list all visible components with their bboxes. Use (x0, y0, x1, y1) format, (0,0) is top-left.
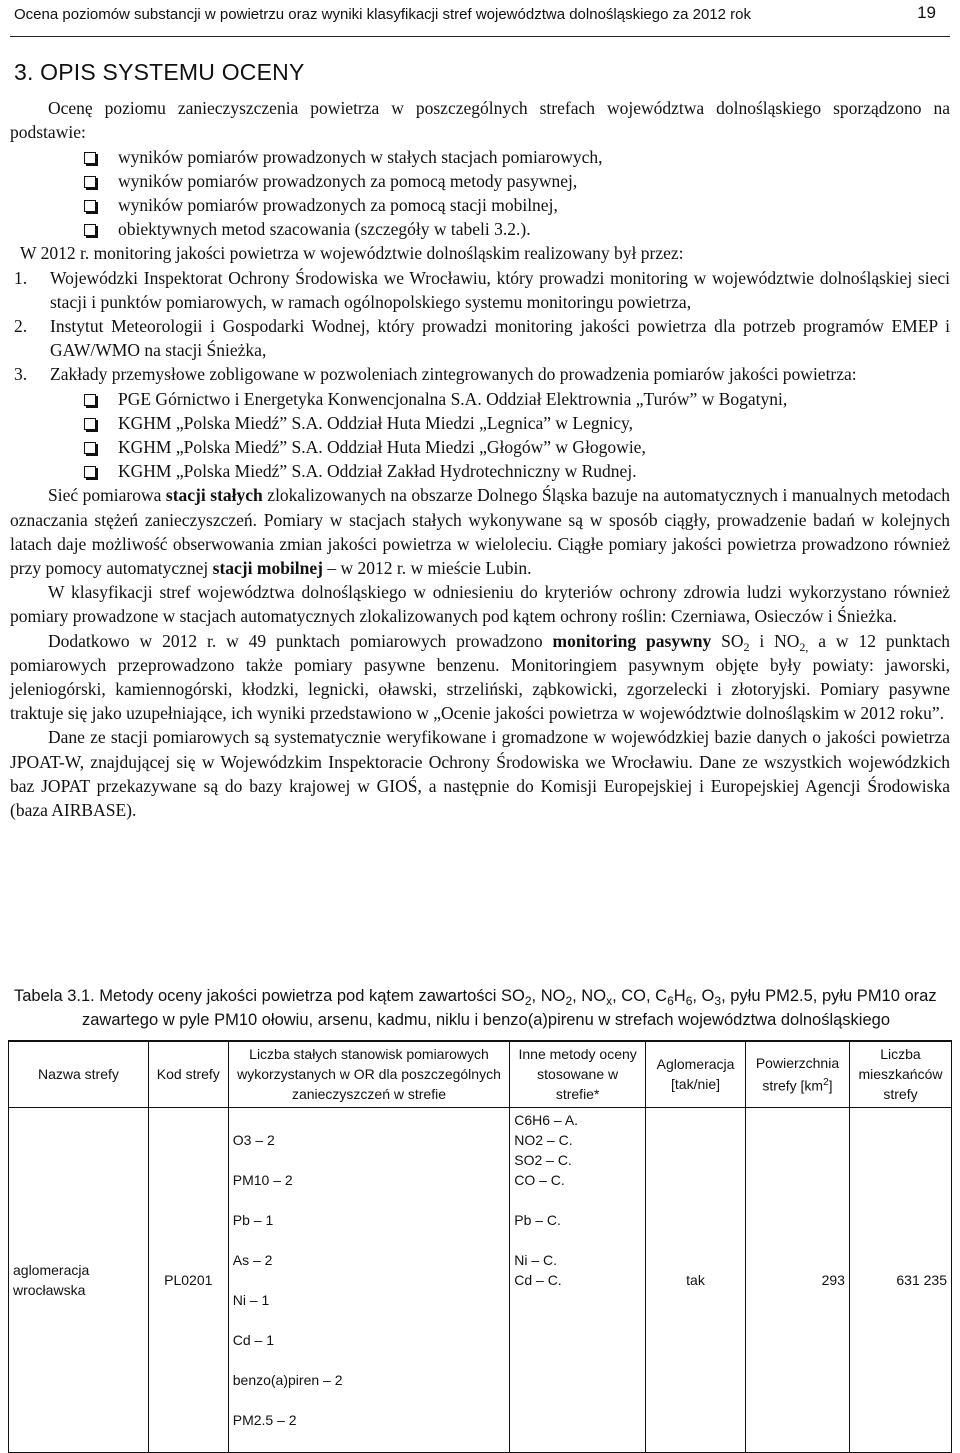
checkbox-bullet-icon (84, 224, 96, 236)
paragraph-classification: W klasyfikacji stref województwa dolnośląskiego w odniesieniu do kryteriów ochrony zdrowia ludzi wykorzystano również pomiary prowadzone w stacjach automatycznych zlokalizowanych pod kątem ochrony roślin: Czerniawa, Osieczów i Śnieżka. (10, 582, 950, 627)
monitoring-list (10, 266, 950, 387)
document-body (10, 60, 950, 822)
checkbox-bullet-icon (84, 152, 96, 164)
table-row (9, 1107, 952, 1452)
list-item: PGE Górnictwo i Energetyka Konwencjonalna S.A. Oddział Elektrownia „Turów” w Bogatyni, (10, 387, 950, 411)
checkbox-bullet-icon (84, 442, 96, 454)
header-title: Ocena poziomów substancji w powietrzu oraz wyniki klasyfikacji stref województwa dolnośląskiego za 2012 rok (14, 6, 751, 23)
col-header-population: Liczba mieszkańców strefy (849, 1041, 951, 1107)
checkbox-bullet-icon (84, 466, 96, 478)
cell-zone-code: PL0201 (148, 1107, 228, 1452)
col-header-other-methods: Inne metody oceny stosowane w strefie* (510, 1041, 646, 1107)
section-title: 3. OPIS SYSTEMU OCENY (14, 59, 305, 85)
checkbox-bullet-icon (84, 394, 96, 406)
cell-zone-name: aglomeracja wrocławska (9, 1107, 149, 1452)
list-item: 2. Instytut Meteorologii i Gospodarki Wodnej, który prowadzi monitoring jakości powietrza dla potrzeb programów EMEP i GAW/WMO na stacji Śnieżka, (14, 316, 950, 361)
paragraph-database: Dane ze stacji pomiarowych są systematycznie weryfikowane i gromadzone w wojewódzkiej bazie danych o jakości powietrza JPOAT-W, znajdującej się w Wojewódzkim Inspektoracie Ochrony Środowiska we Wrocławiu. Dane ze wszystkich wojewódzkich baz JOPAT przekazywane są do bazy krajowej w GIOŚ, a następnie do Komisji Europejskiej i Europejskiej Agencji Środowiska (baza AIRBASE). (10, 727, 950, 821)
list-item: wyników pomiarów prowadzonych za pomocą stacji mobilnej, (10, 193, 950, 217)
cell-other-methods: C6H6 – A. NO2 – C. SO2 – C. CO – C. Pb – C. Ni – C. Cd – C. (510, 1107, 646, 1452)
list-item: KGHM „Polska Miedź” S.A. Oddział Huta Miedzi „Legnica” w Legnicy, (10, 411, 950, 435)
cell-population: 631 235 (849, 1107, 951, 1452)
col-header-zone-name: Nazwa strefy (9, 1041, 149, 1107)
sources-list (10, 145, 950, 242)
list-item: obiektywnych metod szacowania (szczegóły w tabeli 3.2.). (10, 217, 950, 241)
methods-table (8, 1040, 952, 1453)
paragraph-network: Sieć pomiarowa stacji stałych zlokalizowanych na obszarze Dolnego Śląska bazuje na automatycznych i manualnych metodach oznaczania stężeń zanieczyszczeń. Pomiary w stacjach stałych wykonywane są w sposób ciągły, prowadzenie badań w kolejnych latach daje możliwość obserwowania zmian jakości powietrza w wieloleciu. Ciągłe pomiary jakości powietrza prowadzono również przy pomocy automatycznej stacji mobilnej – w 2012 r. w mieście Lubin. (10, 485, 951, 579)
col-header-stations: Liczba stałych stanowisk pomiarowych wykorzystanych w OR dla poszczególnych zanieczyszczeń w strefie (228, 1041, 509, 1107)
intro-paragraph: Ocenę poziomu zanieczyszczenia powietrza w poszczególnych strefach województwa dolnośląskiego sporządzono na podstawie: (10, 98, 950, 143)
checkbox-bullet-icon (84, 200, 96, 212)
list-item: KGHM „Polska Miedź” S.A. Oddział Zakład Hydrotechniczny w Rudnej. (10, 459, 950, 483)
list-item: 1. Wojewódzki Inspektorat Ochrony Środowiska we Wrocławiu, który prowadzi monitoring w województwie dolnośląskiej sieci stacji i punktów pomiarowych, w ramach ogólnopolskiego systemu monitoringu powietrza, (14, 267, 950, 312)
cell-stations: O3 – 2 PM10 – 2 Pb – 1 As – 2 Ni – 1 Cd – 1 benzo(a)piren – 2 PM2.5 – 2 (228, 1107, 509, 1452)
page-header (10, 0, 950, 37)
checkbox-bullet-icon (84, 176, 96, 188)
plants-list (10, 387, 950, 484)
table-caption: Tabela 3.1. Metody oceny jakości powietrza pod kątem zawartości $SO_2$, $NO_2$, $NO_x$, CO, $C_6H_6$, $O_3$, pyłu PM2.5, pyłu PM10 oraz zawartego w pyle PM10 ołowiu, arsenu, kadmu, niklu i benzo(a)pirenu w strefach województwa dolnośląskiego (14, 987, 937, 1029)
list-item: wyników pomiarów prowadzonych za pomocą metody pasywnej, (10, 169, 950, 193)
list-item: KGHM „Polska Miedź” S.A. Oddział Huta Miedzi „Głogów” w Głogowie, (10, 435, 950, 459)
cell-area: 293 (746, 1107, 850, 1452)
cell-agglomeration: tak (646, 1107, 746, 1452)
paragraph-passive: Dodatkowo w 2012 r. w 49 punktach pomiarowych prowadzono monitoring pasywny $SO_2$ i $NO_{2,}$ a w 12 punktach pomiarowych przeprowadzono także pomiary pasywne benzenu. Monitoringiem pasywnym objęte były powiaty: jaworski, jeleniogórski, kamiennogórski, kłodzki, legnicki, oławski, strzeliński, ząbkowicki, zgorzelecki i złotoryjski. Pomiary pasywne traktuje się jako uzupełniające, ich wyniki przedstawiono w „Ocenie jakości powietrza w województwie dolnośląskim w 2012 roku”. (10, 630, 950, 724)
col-header-zone-code: Kod strefy (148, 1041, 228, 1107)
list-item: 3. Zakłady przemysłowe zobligowane w pozwoleniach zintegrowanych do prowadzenia pomiarów jakości powietrza: (14, 364, 857, 385)
table-header-row (9, 1041, 952, 1107)
list-item: wyników pomiarów prowadzonych w stałych stacjach pomiarowych, (10, 145, 950, 169)
col-header-area: Powierzchnia strefy $[km^2]$ (746, 1041, 850, 1107)
checkbox-bullet-icon (84, 418, 96, 430)
page-number: 19 (917, 3, 936, 22)
monitoring-intro: W 2012 r. monitoring jakości powietrza w województwie dolnośląskim realizowany był przez: (20, 243, 684, 264)
col-header-agglomeration: Aglomeracja [tak/nie] (646, 1041, 746, 1107)
